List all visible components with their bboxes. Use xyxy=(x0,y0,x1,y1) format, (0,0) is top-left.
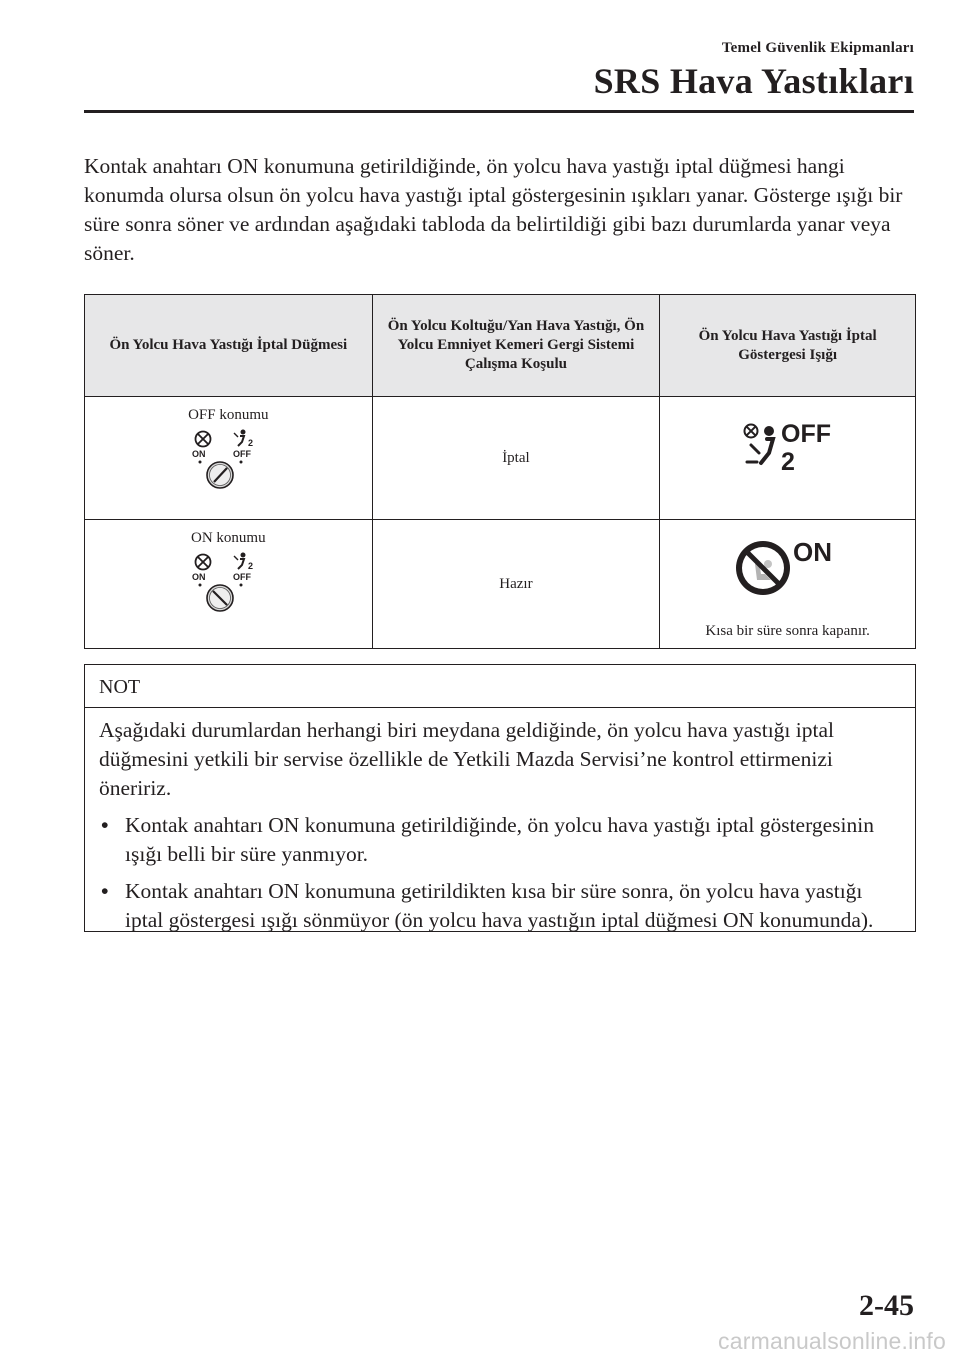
airbag-off-indicator-icon xyxy=(733,417,843,481)
airbag-switch-off-icon xyxy=(178,426,278,490)
note-body xyxy=(85,708,915,935)
bullet-text: Kontak anahtarı ON konumuna getirildiğinde, ön yolcu hava yastığı iptal göstergesinin ışığı belli bir süre yanmıyor. xyxy=(125,813,874,866)
table-header-row xyxy=(85,295,916,397)
indicator-cell xyxy=(660,397,916,520)
svg-text:ON: ON xyxy=(192,449,206,459)
condition-cell: Hazır xyxy=(372,520,660,649)
svg-text:ON: ON xyxy=(792,537,832,567)
switch-cell xyxy=(85,520,373,649)
header-rule xyxy=(84,110,914,113)
list-item xyxy=(99,811,901,869)
svg-text:OFF: OFF xyxy=(233,449,252,459)
indicator-note: Kısa bir süre sonra kapanır. xyxy=(705,623,870,639)
table-header-condition: Ön Yolcu Koltuğu/Yan Hava Yastığı, Ön Yolcu Emniyet Kemeri Gergi Sistemi Çalışma Koşulu xyxy=(372,295,660,397)
airbag-on-indicator-icon xyxy=(733,534,843,598)
svg-text:OFF: OFF xyxy=(233,572,252,582)
indicator-cell xyxy=(660,520,916,649)
list-item xyxy=(99,877,901,935)
svg-text:2: 2 xyxy=(248,561,254,571)
note-heading: NOT xyxy=(85,665,915,708)
svg-text:ON: ON xyxy=(192,572,206,582)
table-header-indicator: Ön Yolcu Hava Yastığı İptal Göstergesi Işığı xyxy=(660,295,916,397)
condition-cell: İptal xyxy=(372,397,660,520)
page-title: SRS Hava Yastıkları xyxy=(593,61,914,101)
switch-position-label: OFF konumu xyxy=(188,407,269,423)
svg-text:2: 2 xyxy=(780,448,795,476)
switch-position-label: ON konumu xyxy=(191,530,266,546)
bullet-icon: • xyxy=(101,813,109,837)
table-row xyxy=(85,520,916,649)
switch-cell xyxy=(85,397,373,520)
table-header-switch: Ön Yolcu Hava Yastığı İptal Düğmesi xyxy=(85,295,373,397)
page-number: 2-45 xyxy=(859,1289,914,1322)
airbag-switch-on-icon xyxy=(178,549,278,613)
bullet-text: Kontak anahtarı ON konumuna getirildikten kısa bir süre sonra, ön yolcu hava yastığı iptal göstergesi ışığı sönmüyor (ön yolcu hava yastığın iptal düğmesi ON konumunda). xyxy=(125,879,874,932)
watermark: carmanualsonline.info xyxy=(718,1328,946,1354)
indicator-table xyxy=(84,294,916,649)
svg-text:2: 2 xyxy=(248,438,254,448)
intro-paragraph: Kontak anahtarı ON konumuna getirildiğinde, ön yolcu hava yastığı iptal düğmesi hangi konumda olursa olsun ön yolcu hava yastığı iptal göstergesinin ışıkları yanar. Gösterge ışığı bir süre sonra söner ve ardından aşağıdaki tabloda da belirtildiği gibi bazı durumlarda yanar veya söner. xyxy=(84,154,903,265)
section-header: Temel Güvenlik Ekipmanları xyxy=(721,40,914,56)
table-row xyxy=(85,397,916,520)
svg-text:OFF: OFF xyxy=(780,420,831,448)
note-box xyxy=(84,664,916,932)
bullet-icon: • xyxy=(101,879,109,903)
note-text: Aşağıdaki durumlardan herhangi biri meydana geldiğinde, ön yolcu hava yastığı iptal düğmesini yetkili bir servise özellikle de Yetkili Mazda Servisi’ne kontrol ettirmenizi öneririz. xyxy=(99,718,834,800)
